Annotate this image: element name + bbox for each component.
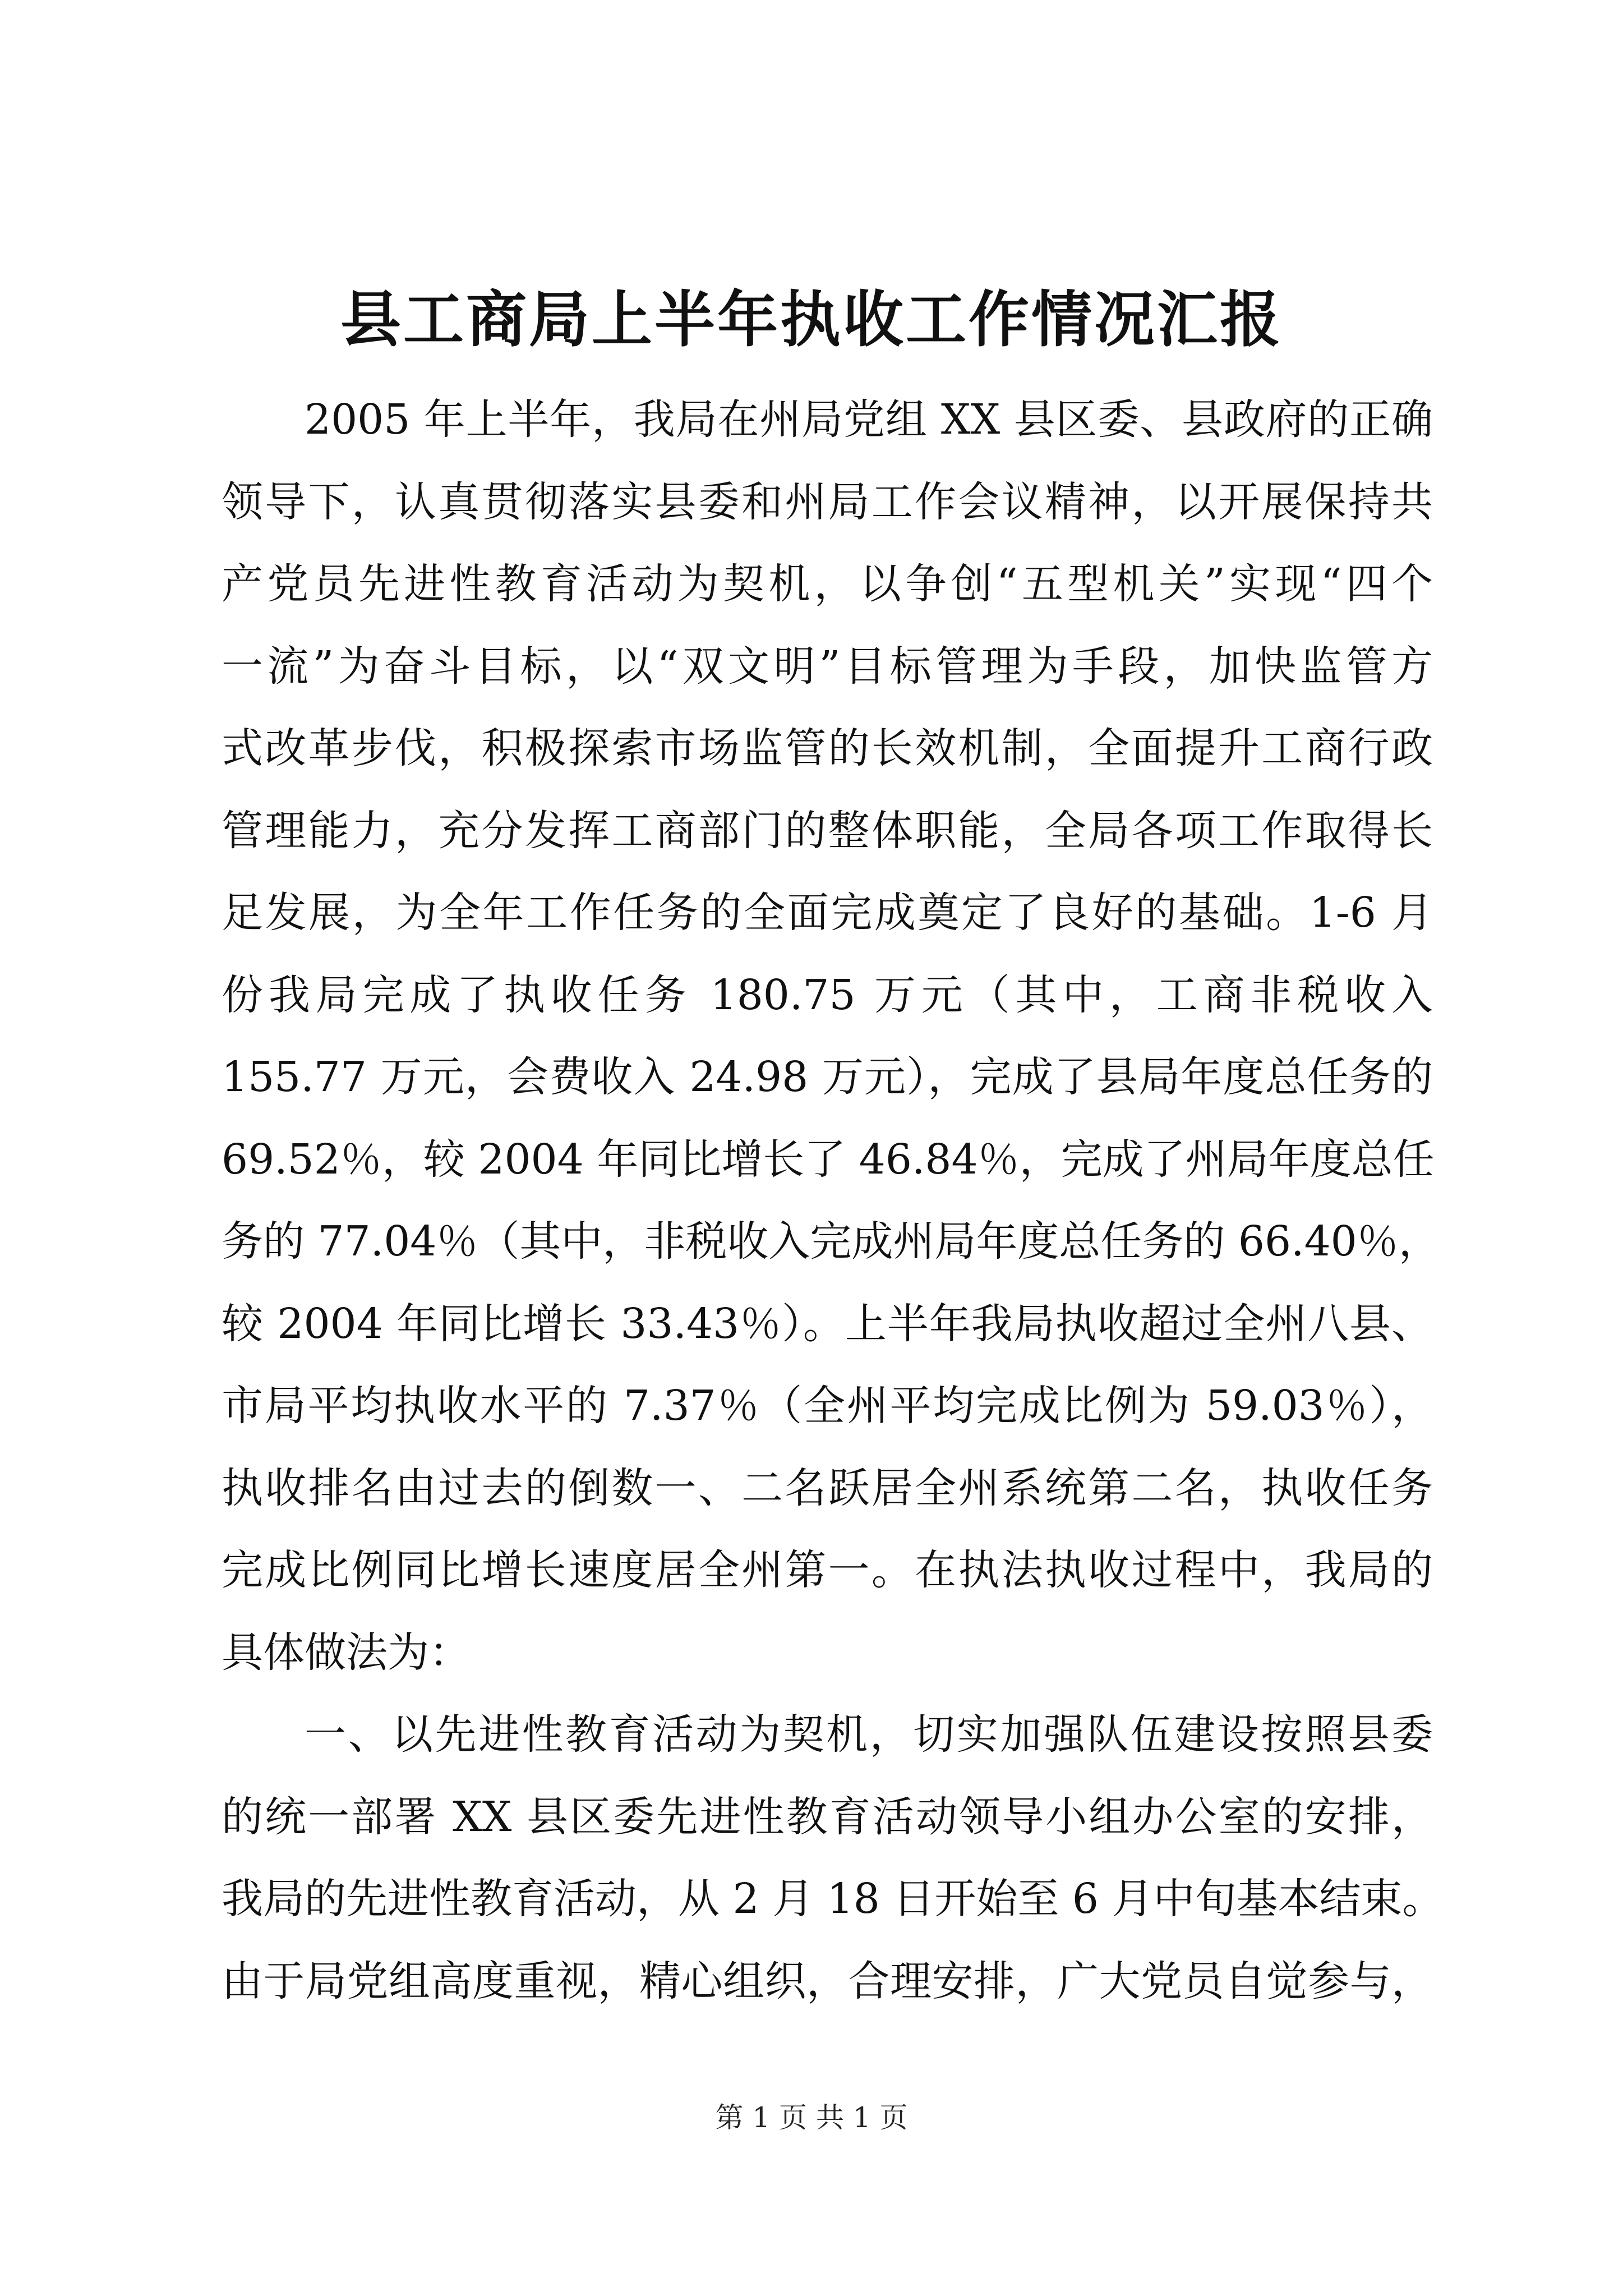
body-line: 执收排名由过去的倒数一、二名跃居全州系统第二名，执收任务: [222, 1464, 1433, 1512]
body-line: 具体做法为：: [222, 1628, 471, 1677]
document-body: [222, 379, 1444, 2022]
body-line: 份我局完成了执收任务 180.75 万元（其中，工商非税收入: [222, 970, 1433, 1019]
body-line: 的统一部署 XX 县区委先进性教育活动领导小组办公室的安排，: [222, 1792, 1433, 1841]
body-line: 我局的先进性教育活动，从 2 月 18 日开始至 6 月中旬基本结束。: [222, 1875, 1444, 1923]
body-line: 由于局党组高度重视，精心组织，合理安排，广大党员自觉参与，: [222, 1957, 1433, 2005]
body-line: 2005 年上半年，我局在州局党组 XX 县区委、县政府的正确: [305, 395, 1433, 444]
body-line: 完成比例同比增长速度居全州第一。在执法执收过程中，我局的: [222, 1546, 1433, 1594]
body-line: 69.52％，较 2004 年同比增长了 46.84％，完成了州局年度总任: [222, 1135, 1435, 1184]
document-title: 县工商局上半年执收工作情况汇报: [340, 284, 1283, 355]
body-line: 较 2004 年同比增长 33.43％）。上半年我局执收超过全州八县、: [222, 1299, 1433, 1348]
body-line: 领导下，认真贯彻落实县委和州局工作会议精神，以开展保持共: [222, 477, 1433, 526]
body-line: 产党员先进性教育活动为契机，以争创“五型机关”实现“四个: [222, 560, 1433, 608]
body-line: 155.77 万元，会费收入 24.98 万元），完成了县局年度总任务的: [222, 1053, 1433, 1101]
body-line: 市局平均执收水平的 7.37％（全州平均完成比例为 59.03％），: [222, 1382, 1433, 1430]
body-line: 一、以先进性教育活动为契机，切实加强队伍建设按照县委: [305, 1710, 1433, 1759]
body-line: 务的 77.04％（其中，非税收入完成州局年度总任务的 66.40％，: [222, 1217, 1440, 1266]
body-line: 式改革步伐，积极探索市场监管的长效机制，全面提升工商行政: [222, 724, 1433, 772]
body-line: 管理能力，充分发挥工商部门的整体职能，全局各项工作取得长: [222, 806, 1433, 855]
body-line: 足发展，为全年工作任务的全面完成奠定了良好的基础。1-6 月: [222, 889, 1433, 937]
page-number-footer: 第 1 页 共 1 页: [715, 2101, 908, 2134]
body-line: 一流”为奋斗目标，以“双文明”目标管理为手段，加快监管方: [222, 642, 1433, 691]
